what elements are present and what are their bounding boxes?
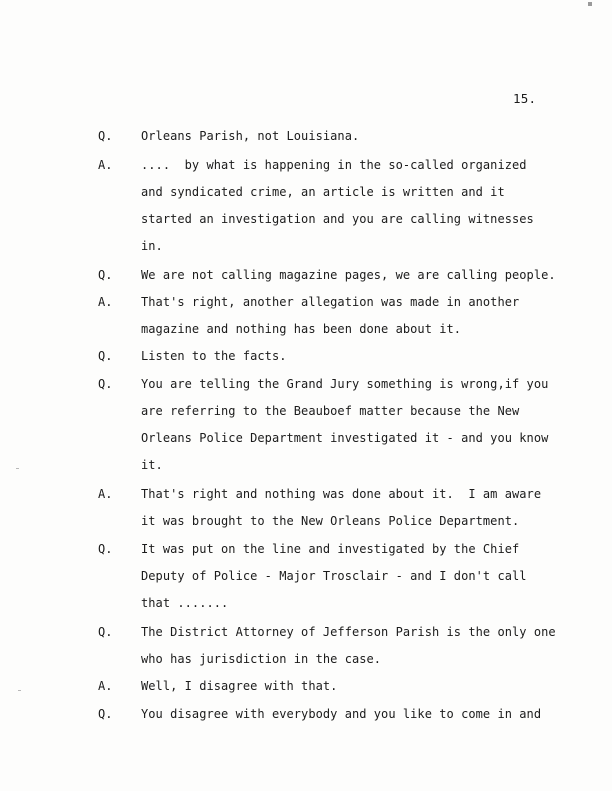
text-line: and syndicated crime, an article is written and it <box>141 185 505 199</box>
entry-text <box>141 123 571 150</box>
scan-speck <box>18 690 21 691</box>
entry-text <box>141 343 571 370</box>
speaker-label: Q. <box>98 129 113 143</box>
entry-text <box>141 289 571 343</box>
entry-text <box>141 152 571 260</box>
text-line: who has jurisdiction in the case. <box>141 652 382 666</box>
text-line: it was brought to the New Orleans Police Department. <box>141 514 520 528</box>
text-line: Well, I disagree with that. <box>141 679 338 693</box>
entry-text <box>141 536 571 617</box>
text-line: that ....... <box>141 596 229 610</box>
text-line: .... by what is happening in the so-called organized <box>141 158 527 172</box>
text-line: started an investigation and you are calling witnesses <box>141 212 534 226</box>
text-line: That's right, another allegation was made in another <box>141 295 520 309</box>
speaker-label: A. <box>98 158 113 172</box>
text-line: Deputy of Police - Major Trosclair - and I don't call <box>141 569 527 583</box>
text-line: It was put on the line and investigated by the Chief <box>141 542 520 556</box>
speaker-label: Q. <box>98 349 113 363</box>
speaker-label: Q. <box>98 542 113 556</box>
page-number: 15. <box>513 91 537 106</box>
speaker-label: Q. <box>98 268 113 282</box>
speaker-label: A. <box>98 295 113 309</box>
text-line: Listen to the facts. <box>141 349 287 363</box>
speaker-label: Q. <box>98 377 113 391</box>
text-line: are referring to the Beauboef matter because the New <box>141 404 520 418</box>
text-line: You are telling the Grand Jury something is wrong,if you <box>141 377 549 391</box>
entry-text <box>141 701 571 728</box>
scan-mark <box>588 2 592 6</box>
text-line: That's right and nothing was done about it. I am aware <box>141 487 542 501</box>
entry-text <box>141 619 571 673</box>
text-line: You disagree with everybody and you like to come in and <box>141 707 542 721</box>
speaker-label: A. <box>98 679 113 693</box>
speaker-label: Q. <box>98 625 113 639</box>
text-line: it. <box>141 458 163 472</box>
speaker-label: Q. <box>98 707 113 721</box>
text-line: The District Attorney of Jefferson Parish is the only one <box>141 625 556 639</box>
text-line: Orleans Parish, not Louisiana. <box>141 129 360 143</box>
entry-text <box>141 371 571 479</box>
entry-text <box>141 481 571 535</box>
entry-text <box>141 262 571 289</box>
text-line: in. <box>141 239 163 253</box>
text-line: Orleans Police Department investigated it - and you know <box>141 431 549 445</box>
entry-text <box>141 673 571 700</box>
text-line: We are not calling magazine pages, we are calling people. <box>141 268 556 282</box>
text-line: magazine and nothing has been done about it. <box>141 322 462 336</box>
scan-speck <box>16 468 19 469</box>
speaker-label: A. <box>98 487 113 501</box>
